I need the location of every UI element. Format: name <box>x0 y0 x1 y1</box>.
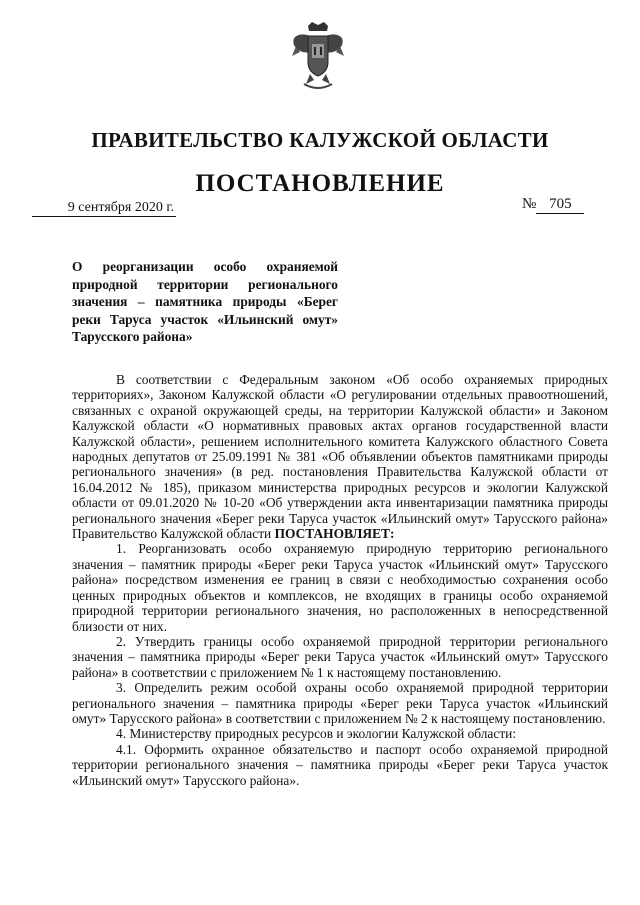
number-value: 705 <box>536 196 584 214</box>
preamble-text: В соответствии с Федеральным законом «Об особо охраняемых природных территориях», Законом Калужской области «О регулировании отдельных правоотношений, связанных с охраной окружающей среды, на территории Калужской области» и Законом Калужской области «О нормативных правовых актах органов государственной власти Калужской области», решением исполнительного комитета Калужского областного Совета народных депутатов от 25.09.1991 № 381 «Об объявлении объектов памятниками природы регионального значения» (в ред. постановления Правительства Калужской области от 16.04.2012 № 185), приказом министерства природных ресурсов и экологии Калужской области от 09.01.2020 № 10-20 «Об утверждении акта инвентаризации памятника природы регионального значения «Берег реки Таруса участок «Ильинский омут» Тарусского района» Правительство Калужской области <box>72 372 608 542</box>
clause-3: 3. Определить режим особой охраны особо охраняемой природной территории регионального значения – памятника природы «Берег реки Таруса участок «Ильинский омут» Тарусского района» в соответствии с приложением № 2 к настоящему постановлению. <box>72 680 608 726</box>
preamble-paragraph <box>72 372 608 541</box>
coat-of-arms-icon <box>290 22 346 92</box>
government-title: ПРАВИТЕЛЬСТВО КАЛУЖСКОЙ ОБЛАСТИ <box>91 128 549 152</box>
document-body <box>72 372 608 788</box>
document-number <box>522 196 584 214</box>
resolves-word: ПОСТАНОВЛЯЕТ: <box>274 526 395 542</box>
document-date: 9 сентября 2020 г. <box>32 200 176 217</box>
document-type: ПОСТАНОВЛЕНИЕ <box>195 170 445 197</box>
number-label: № <box>522 196 537 212</box>
clause-4: 4. Министерству природных ресурсов и экологии Калужской области: <box>116 726 517 742</box>
clause-1: 1. Реорганизовать особо охраняемую природную территорию регионального значения – памятник природы «Берег реки Таруса участок «Ильинский омут» Тарусского района» посредством изменения ее границ в связи с необходимостью сохранения особо ценных природных объектов и комплексов, не входящих в границы особо охраняемой природной территории регионального значения, но расположенных в непосредственной близости от них. <box>72 541 608 634</box>
clause-4-1: 4.1. Оформить охранное обязательство и паспорт особо охраняемой природной территории регионального значения – памятника природы «Берег реки Таруса участок «Ильинский омут» Тарусского района». <box>72 741 608 788</box>
document-subject: О реорганизации особо охраняемой природной территории регионального значения – памятника природы «Берег реки Таруса участок «Ильинский омут» Тарусского района» <box>72 259 338 345</box>
clause-2: 2. Утвердить границы особо охраняемой природной территории регионального значения – памятника природы «Берег реки Таруса участок «Ильинский омут» Тарусского района» в соответствии с приложением № 1 к настоящему постановлению. <box>72 633 608 680</box>
